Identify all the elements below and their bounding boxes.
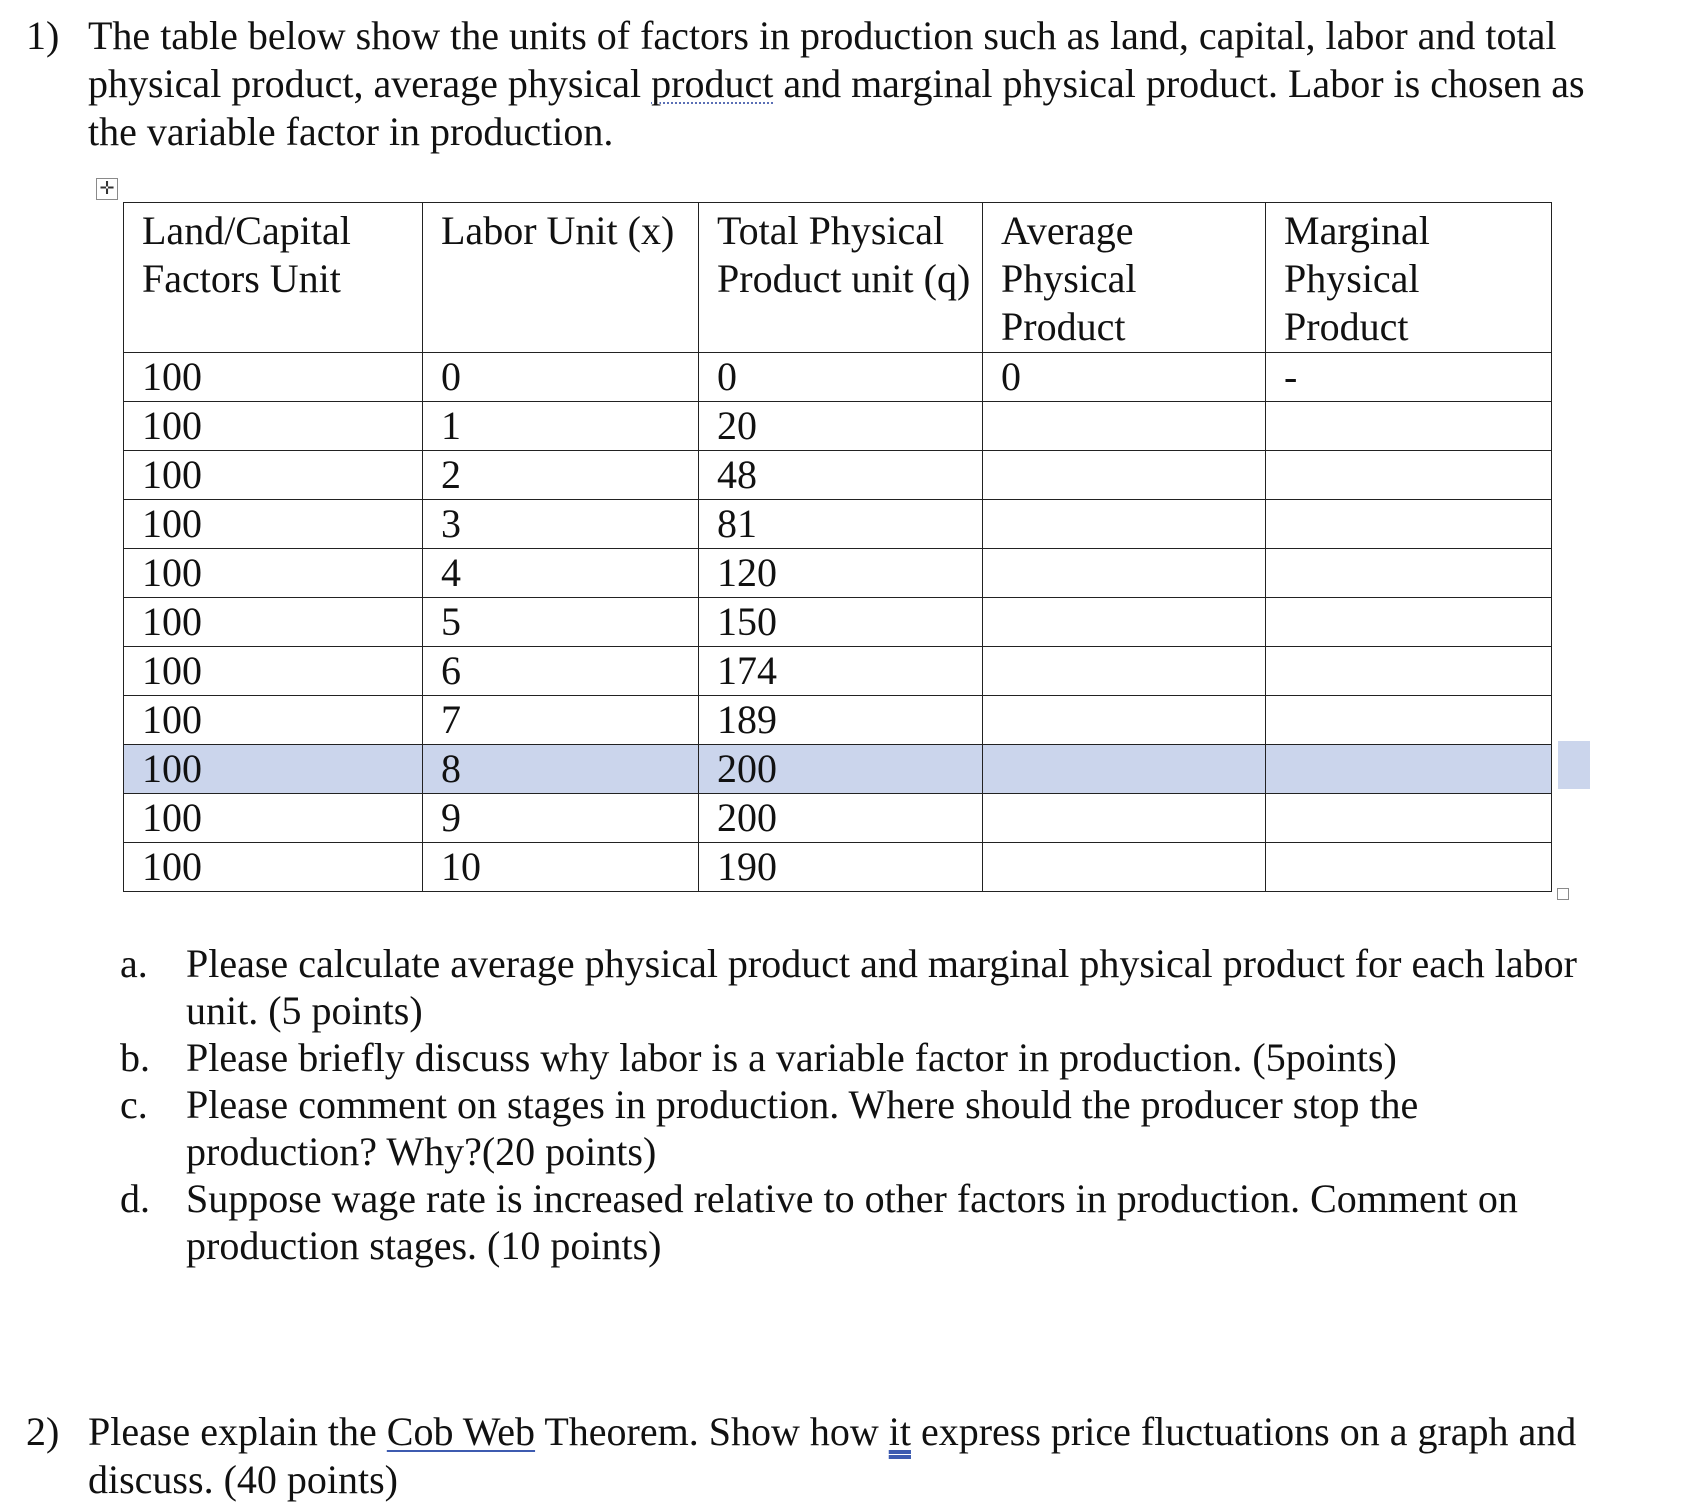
- question-1: [26, 12, 1586, 156]
- subquestion-d: [120, 1175, 1580, 1269]
- cell-total-physical-product[interactable]: 190: [699, 843, 983, 892]
- cell-marginal-physical-product[interactable]: [1266, 745, 1552, 794]
- table-row: [124, 696, 1552, 745]
- header-average-physical-product: Average Physical Product: [983, 203, 1266, 353]
- subquestion-text: Suppose wage rate is increased relative to other factors in production. Comment on production stages. (10 points): [186, 1176, 1518, 1268]
- cell-total-physical-product[interactable]: 189: [699, 696, 983, 745]
- cell-total-physical-product[interactable]: 120: [699, 549, 983, 598]
- cell-labor-unit[interactable]: 0: [423, 353, 699, 402]
- question-1-number: 1): [26, 13, 60, 58]
- table-row: [124, 549, 1552, 598]
- subquestion-text: Please calculate average physical product and marginal physical product for each labor unit. (5 points): [186, 941, 1577, 1033]
- header-land-capital: Land/Capital Factors Unit: [124, 203, 423, 353]
- header-marginal-physical-product: Marginal Physical Product: [1266, 203, 1552, 353]
- question-2-text-part1: Please explain the: [88, 1409, 387, 1454]
- cell-land-capital[interactable]: 100: [124, 745, 423, 794]
- cell-land-capital[interactable]: 100: [124, 843, 423, 892]
- question-1-dotted-word[interactable]: product: [651, 61, 774, 106]
- cell-average-physical-product[interactable]: [983, 549, 1266, 598]
- question-1-text: [88, 12, 1586, 156]
- subquestion-marker: d.: [120, 1176, 150, 1221]
- cell-marginal-physical-product[interactable]: [1266, 402, 1552, 451]
- header-total-physical-product: Total Physical Product unit (q): [699, 203, 983, 353]
- cell-land-capital[interactable]: 100: [124, 598, 423, 647]
- table-row: [124, 598, 1552, 647]
- cell-land-capital[interactable]: 100: [124, 647, 423, 696]
- cob-web-link[interactable]: Cob Web: [386, 1409, 536, 1454]
- cell-marginal-physical-product[interactable]: [1266, 500, 1552, 549]
- cell-marginal-physical-product[interactable]: [1266, 598, 1552, 647]
- cell-average-physical-product[interactable]: [983, 402, 1266, 451]
- table-header-row: [124, 203, 1552, 353]
- cell-labor-unit[interactable]: 1: [423, 402, 699, 451]
- cell-marginal-physical-product[interactable]: -: [1266, 353, 1552, 402]
- table-row: [124, 402, 1552, 451]
- cell-marginal-physical-product[interactable]: [1266, 451, 1552, 500]
- table-row: [124, 353, 1552, 402]
- cell-total-physical-product[interactable]: 48: [699, 451, 983, 500]
- subquestion-marker: b.: [120, 1035, 150, 1080]
- question-2-text-part3: express price fluctuations on a graph and discuss. (40 points): [88, 1409, 1577, 1502]
- cell-labor-unit[interactable]: 9: [423, 794, 699, 843]
- question-2: [26, 1408, 1626, 1504]
- cell-labor-unit[interactable]: 8: [423, 745, 699, 794]
- subquestion-a: [120, 940, 1580, 1034]
- table-move-handle-icon[interactable]: ✛: [96, 178, 118, 200]
- cell-total-physical-product[interactable]: 0: [699, 353, 983, 402]
- cell-labor-unit[interactable]: 10: [423, 843, 699, 892]
- subquestion-list: [120, 940, 1580, 1269]
- cell-land-capital[interactable]: 100: [124, 794, 423, 843]
- table-row: [124, 647, 1552, 696]
- cell-average-physical-product[interactable]: [983, 843, 1266, 892]
- cell-average-physical-product[interactable]: 0: [983, 353, 1266, 402]
- cell-average-physical-product[interactable]: [983, 500, 1266, 549]
- table-row: [124, 500, 1552, 549]
- question-1-text-before: The table below show the units of factors in production such as land, capital, labor and total physical product, average physical: [88, 13, 1557, 106]
- production-table: [123, 202, 1552, 892]
- table-row: [124, 843, 1552, 892]
- question-2-text-part2: Theorem. Show how: [535, 1409, 889, 1454]
- question-2-text: [88, 1408, 1626, 1504]
- table-row: [124, 451, 1552, 500]
- cell-land-capital[interactable]: 100: [124, 353, 423, 402]
- subquestion-marker: c.: [120, 1082, 148, 1127]
- cell-labor-unit[interactable]: 4: [423, 549, 699, 598]
- cell-marginal-physical-product[interactable]: [1266, 843, 1552, 892]
- subquestion-marker: a.: [120, 941, 148, 986]
- question-1-text-after: and marginal physical product. Labor is chosen as the variable factor in production.: [88, 61, 1585, 154]
- cell-labor-unit[interactable]: 5: [423, 598, 699, 647]
- cell-average-physical-product[interactable]: [983, 794, 1266, 843]
- cell-marginal-physical-product[interactable]: [1266, 647, 1552, 696]
- grammar-flag-it[interactable]: it: [888, 1409, 911, 1454]
- table-row: [124, 745, 1552, 794]
- cell-total-physical-product[interactable]: 200: [699, 794, 983, 843]
- cell-labor-unit[interactable]: 6: [423, 647, 699, 696]
- table-row: [124, 794, 1552, 843]
- cell-marginal-physical-product[interactable]: [1266, 549, 1552, 598]
- cell-average-physical-product[interactable]: [983, 745, 1266, 794]
- cell-land-capital[interactable]: 100: [124, 696, 423, 745]
- cell-land-capital[interactable]: 100: [124, 500, 423, 549]
- cell-average-physical-product[interactable]: [983, 647, 1266, 696]
- cell-total-physical-product[interactable]: 174: [699, 647, 983, 696]
- cell-average-physical-product[interactable]: [983, 451, 1266, 500]
- subquestion-text: Please briefly discuss why labor is a variable factor in production. (5points): [186, 1035, 1397, 1080]
- cell-labor-unit[interactable]: 2: [423, 451, 699, 500]
- question-2-number: 2): [26, 1409, 60, 1454]
- subquestion-c: [120, 1081, 1580, 1175]
- cell-total-physical-product[interactable]: 81: [699, 500, 983, 549]
- cell-marginal-physical-product[interactable]: [1266, 696, 1552, 745]
- cell-labor-unit[interactable]: 7: [423, 696, 699, 745]
- cell-total-physical-product[interactable]: 20: [699, 402, 983, 451]
- table-resize-handle[interactable]: [1557, 888, 1569, 900]
- cell-marginal-physical-product[interactable]: [1266, 794, 1552, 843]
- cell-land-capital[interactable]: 100: [124, 549, 423, 598]
- selection-highlight-extension: [1558, 741, 1590, 789]
- cell-average-physical-product[interactable]: [983, 696, 1266, 745]
- cell-total-physical-product[interactable]: 150: [699, 598, 983, 647]
- cell-land-capital[interactable]: 100: [124, 402, 423, 451]
- subquestion-text: Please comment on stages in production. Where should the producer stop the production? Why?(20 points): [186, 1082, 1419, 1174]
- subquestion-b: [120, 1034, 1580, 1081]
- cell-land-capital[interactable]: 100: [124, 451, 423, 500]
- cell-total-physical-product[interactable]: 200: [699, 745, 983, 794]
- header-labor-unit: Labor Unit (x): [423, 203, 699, 353]
- cell-average-physical-product[interactable]: [983, 598, 1266, 647]
- cell-labor-unit[interactable]: 3: [423, 500, 699, 549]
